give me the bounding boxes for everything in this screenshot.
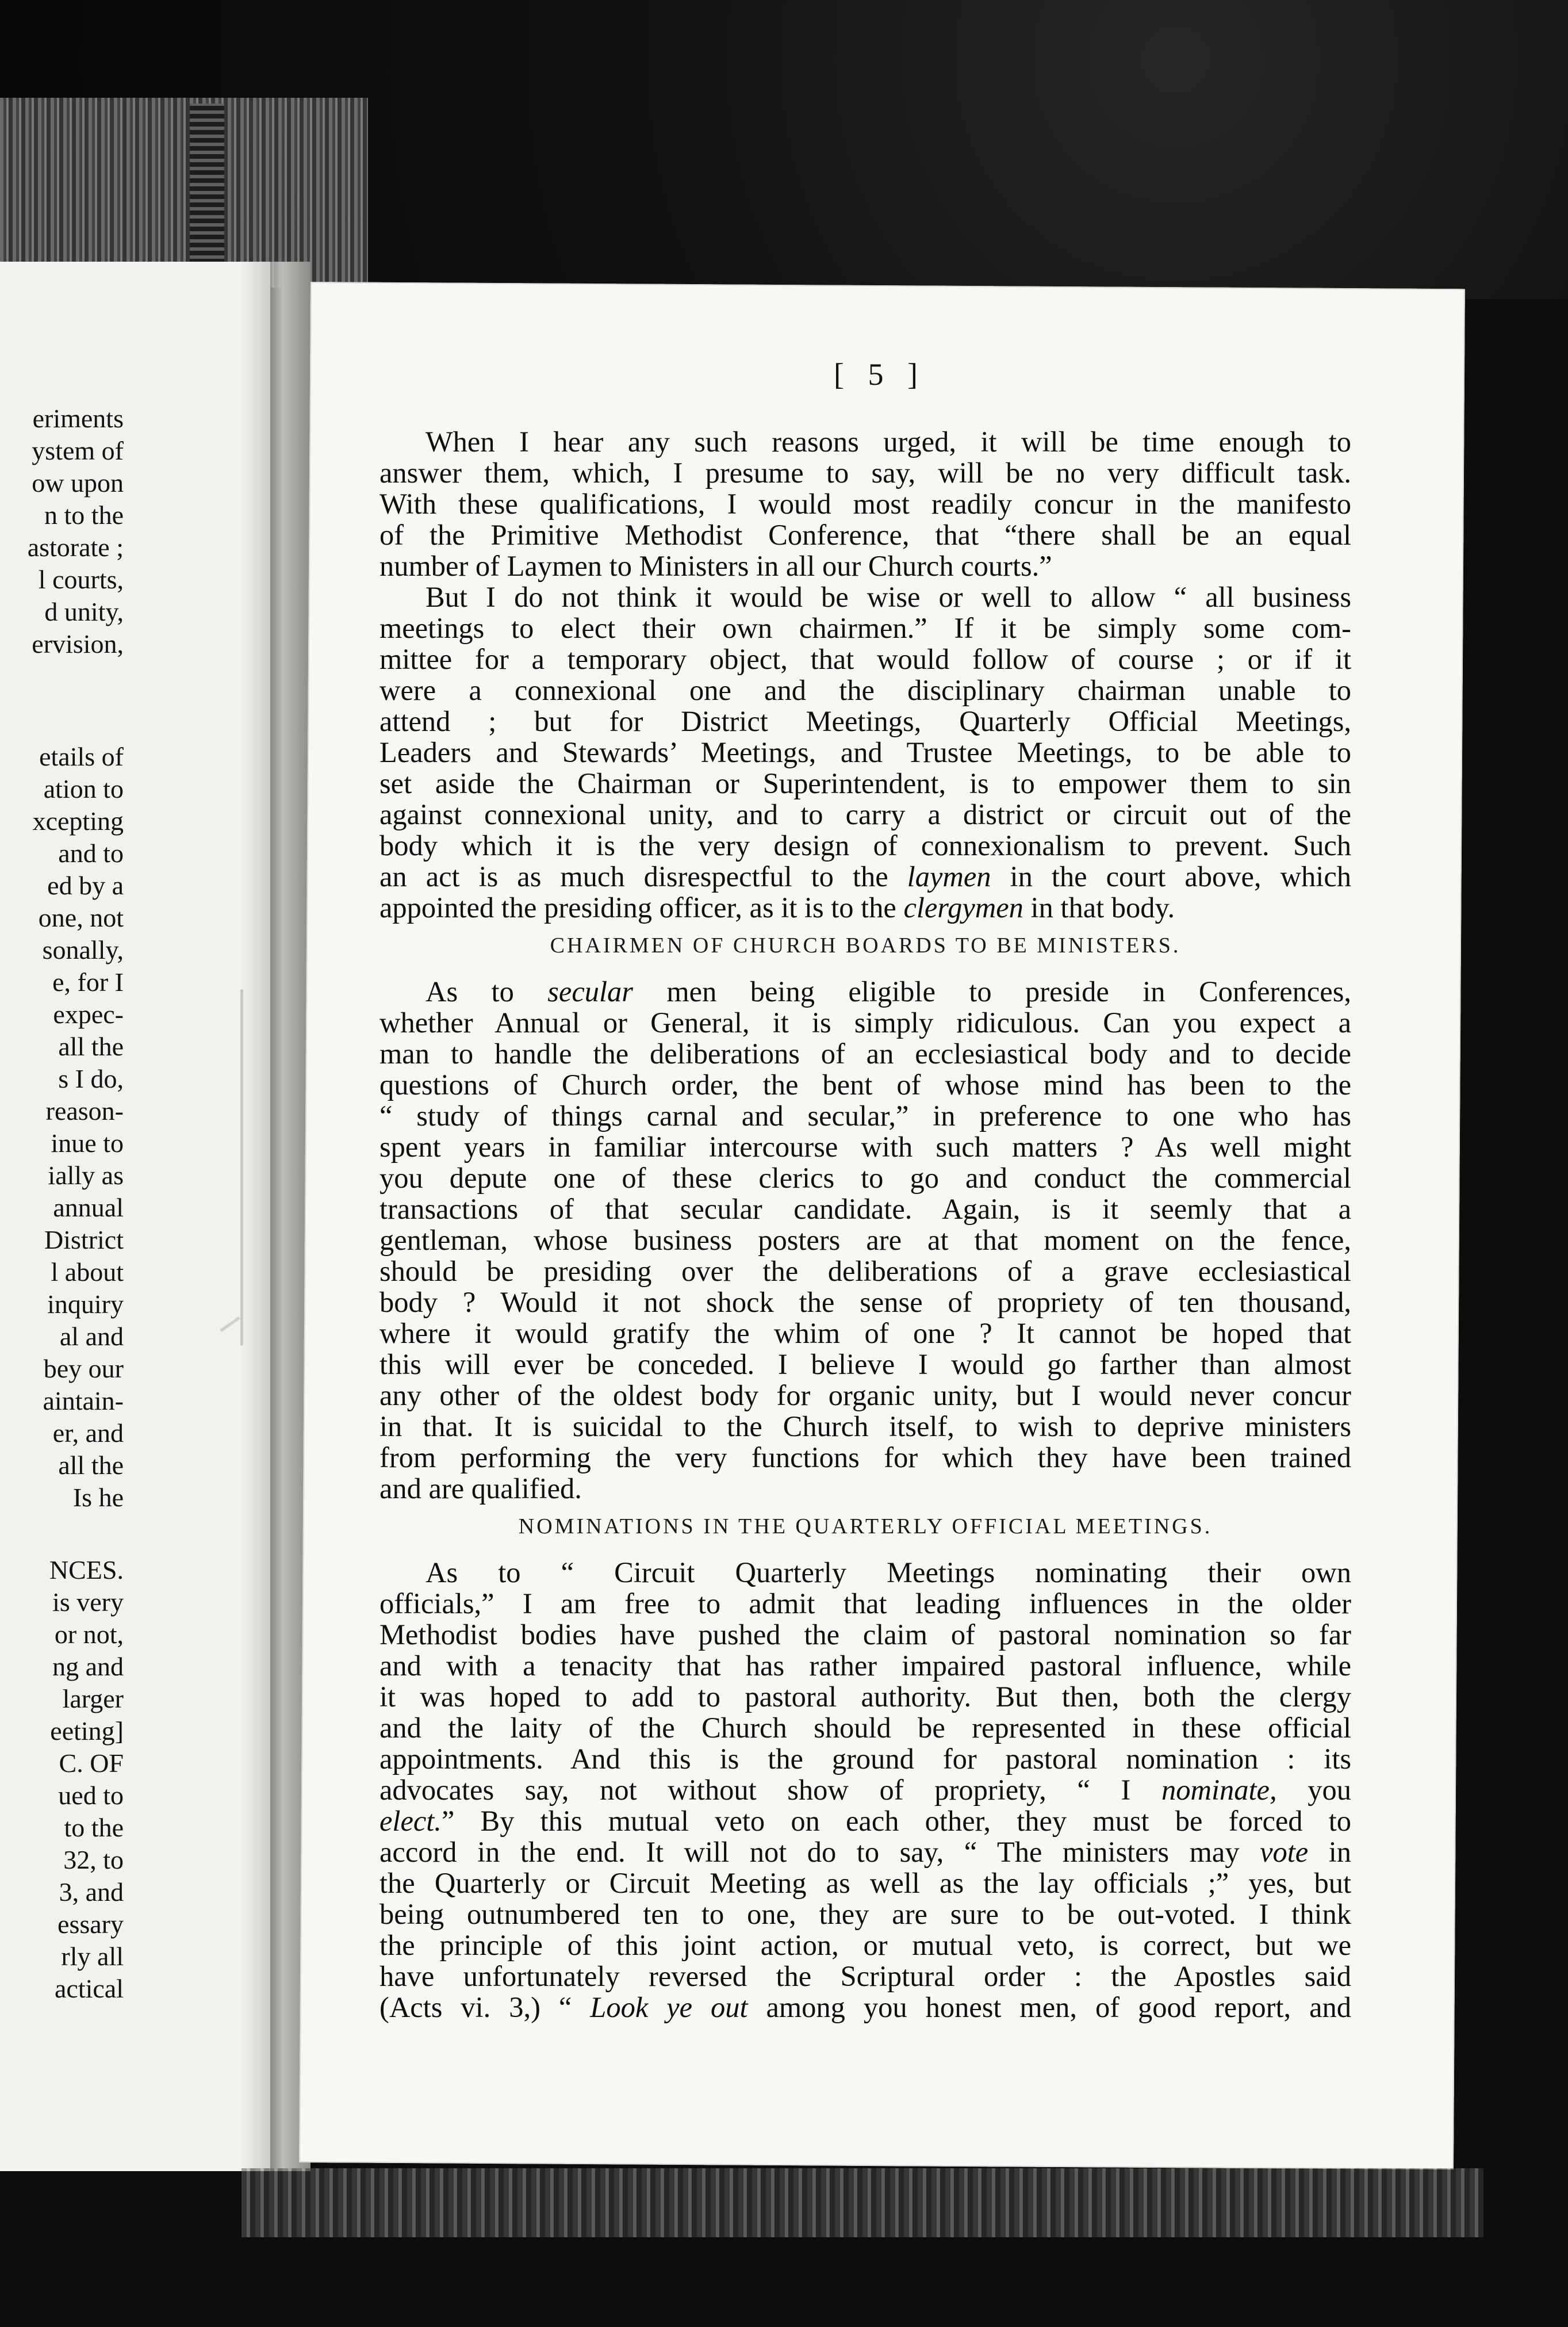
text-line: number of Laymen to Ministers in all our Church courts.” <box>379 550 1052 582</box>
left-page-line: astorate ; <box>27 533 124 562</box>
left-page-line: ervision, <box>32 629 124 659</box>
text-line: officials,” I am free to admit that leading influences in the older <box>379 1587 1351 1620</box>
text-line <box>379 891 1351 924</box>
left-page-line: ed by a <box>47 871 124 900</box>
left-page-line: one, not <box>38 903 124 932</box>
text-line: it was hoped to add to pastoral authority. But then, both the clergy <box>379 1681 1351 1713</box>
left-page-line: er, and <box>52 1418 124 1448</box>
text-line: When I hear any such reasons urged, it will be time enough to <box>425 426 1351 458</box>
text-line <box>379 1836 1351 1868</box>
text-line <box>379 1805 1351 1837</box>
left-page-line: l about <box>51 1257 124 1287</box>
left-page-line: Is he <box>72 1483 124 1512</box>
text-run: accord in the end. It will not do to say, “ The ministers may <box>379 1836 1260 1868</box>
text-line: But I do not think it would be wise or well to allow “ all business <box>425 581 1351 613</box>
left-page-line: eriments <box>32 404 124 433</box>
text-line: Methodist bodies have pushed the claim of pastoral nomination so far <box>379 1618 1351 1651</box>
left-page-line: ow upon <box>32 468 124 497</box>
text-line: As to “ Circuit Quarterly Meetings nominating their own <box>425 1556 1351 1589</box>
left-page-line: sonally, <box>42 935 124 965</box>
text-run: men being eligible to preside in Conferences, <box>632 975 1351 1008</box>
left-page-line: essary <box>57 1909 124 1939</box>
text-line <box>379 975 1351 1008</box>
left-page-line: annual <box>53 1193 124 1222</box>
left-page-line: 3, and <box>59 1877 124 1907</box>
text-run: As to <box>425 975 548 1008</box>
text-run: in <box>1308 1836 1352 1868</box>
text-line: “ study of things carnal and secular,” in preference to one who has <box>379 1100 1351 1132</box>
left-page-line: eeting] <box>50 1716 124 1746</box>
text-line: from performing the very functions for which they have been trained <box>379 1441 1351 1473</box>
left-page-line: ued to <box>58 1781 124 1810</box>
left-page-line: C. OF <box>59 1748 124 1778</box>
left-page-line: District <box>44 1225 124 1254</box>
text-run: in the court above, which <box>991 860 1351 893</box>
page-bottom-edge <box>241 2168 1483 2237</box>
left-page-line: or not, <box>54 1620 124 1649</box>
text-line: being outnumbered ten to one, they are sure to be out-voted. I think <box>379 1898 1351 1930</box>
left-page-line: expec- <box>53 1000 124 1029</box>
left-page-line: ystem of <box>32 436 124 465</box>
text-line: mittee for a temporary object, that would follow of course ; or if it <box>379 643 1351 675</box>
text-run: advocates say, not without show of propriety, “ I <box>379 1774 1161 1806</box>
italic-phrase: vote <box>1260 1836 1309 1868</box>
text-run: an act is as much disrespectful to the <box>379 860 907 893</box>
text-line: and the laity of the Church should be represented in these official <box>379 1712 1351 1744</box>
italic-phrase: clergymen <box>903 891 1023 924</box>
text-line: and are qualified. <box>379 1472 582 1505</box>
text-line: and with a tenacity that has rather impaired pastoral influence, while <box>379 1649 1351 1682</box>
italic-phrase: elect. <box>379 1805 442 1837</box>
text-line <box>379 860 1351 893</box>
italic-phrase: laymen <box>907 860 991 893</box>
left-page-line: inquiry <box>47 1289 124 1319</box>
left-page-line: inue to <box>51 1128 124 1158</box>
text-line: should be presiding over the deliberations of a grave ecclesiastical <box>379 1255 1351 1287</box>
left-page-line: larger <box>62 1684 124 1713</box>
left-page-line: bey our <box>43 1354 124 1383</box>
text-line: questions of Church order, the bent of whose mind has been to the <box>379 1069 1351 1101</box>
text-line: body which it is the very design of connexionalism to prevent. Such <box>379 829 1351 862</box>
text-run: in that body. <box>1023 891 1175 924</box>
text-line <box>379 1991 1351 2023</box>
text-line: any other of the oldest body for organic unity, but I would never concur <box>379 1379 1351 1411</box>
left-page-line: 32, to <box>63 1845 124 1874</box>
text-line <box>379 1774 1351 1806</box>
text-line: you depute one of these clerics to go and conduct the commercial <box>379 1162 1351 1194</box>
text-line: have unfortunately reversed the Scriptural order : the Apostles said <box>379 1960 1351 1992</box>
text-line: against connexional unity, and to carry a district or circuit out of the <box>379 798 1351 830</box>
left-page-line: l courts, <box>38 565 124 594</box>
text-line: in that. It is suicidal to the Church itself, to wish to deprive ministers <box>379 1410 1351 1442</box>
text-run: ” By this mutual veto on each other, they must be forced to <box>441 1805 1351 1837</box>
text-run: appointed the presiding officer, as it is to the <box>379 891 904 924</box>
left-page-line: reason- <box>45 1096 124 1126</box>
text-line: attend ; but for District Meetings, Quarterly Official Meetings, <box>379 705 1351 737</box>
left-page-line: actical <box>54 1974 124 2003</box>
text-run: you <box>1276 1774 1351 1806</box>
left-page-line: al and <box>59 1322 124 1351</box>
text-line: of the Primitive Methodist Conference, that “there shall be an equal <box>379 519 1351 551</box>
left-page <box>0 262 270 2171</box>
section-heading: CHAIRMEN OF CHURCH BOARDS TO BE MINISTERS. <box>550 933 1181 958</box>
text-line: set aside the Chairman or Superintendent, is to empower them to sin <box>379 767 1351 799</box>
text-line: the principle of this joint action, or mutual veto, is correct, but we <box>379 1929 1351 1961</box>
left-page-line: n to the <box>44 500 124 530</box>
left-page-line: is very <box>52 1587 124 1617</box>
binding-stitch <box>190 104 224 288</box>
left-page-line: NCES. <box>49 1555 124 1584</box>
left-page-line: ng and <box>52 1652 124 1681</box>
text-line: gentleman, whose business posters are at that moment on the fence, <box>379 1224 1351 1256</box>
italic-phrase: Look ye out <box>590 1991 748 2023</box>
left-page-line: ation to <box>43 774 124 803</box>
left-page-line: all the <box>58 1450 124 1480</box>
left-page-line: xcepting <box>32 806 124 836</box>
text-line: the Quarterly or Circuit Meeting as well as the lay officials ;” yes, but <box>379 1867 1351 1899</box>
left-page-line: d unity, <box>44 597 124 626</box>
left-page-line: aintain- <box>43 1386 124 1415</box>
text-line: body ? Would it not shock the sense of propriety of ten thousand, <box>379 1286 1351 1318</box>
text-line: transactions of that secular candidate. Again, is it seemly that a <box>379 1193 1351 1225</box>
text-line: whether Annual or General, it is simply ridiculous. Can you expect a <box>379 1006 1351 1039</box>
left-page-line: e, for I <box>52 967 124 997</box>
left-page-line: etails of <box>39 742 124 771</box>
text-line: Leaders and Stewards’ Meetings, and Trustee Meetings, to be able to <box>379 736 1351 768</box>
italic-phrase: nominate, <box>1161 1774 1277 1806</box>
left-page-line: to the <box>64 1813 124 1842</box>
left-page-line: rly all <box>61 1942 124 1971</box>
book-binding <box>0 98 368 288</box>
text-line: were a connexional one and the disciplinary chairman unable to <box>379 674 1351 706</box>
left-page-line: and to <box>58 839 124 868</box>
text-line: appointments. And this is the ground for pastoral nomination : its <box>379 1743 1351 1775</box>
text-line: answer them, which, I presume to say, will be no very difficult task. <box>379 457 1351 489</box>
pencil-mark <box>240 989 243 1346</box>
text-line: man to handle the deliberations of an ecclesiastical body and to decide <box>379 1038 1351 1070</box>
text-line: meetings to elect their own chairmen.” If it be simply some com- <box>379 612 1351 644</box>
section-heading: NOMINATIONS IN THE QUARTERLY OFFICIAL MEETINGS. <box>518 1514 1213 1538</box>
text-line: this will ever be conceded. I believe I would go farther than almost <box>379 1348 1351 1380</box>
text-line: where it would gratify the whim of one ? It cannot be hoped that <box>379 1317 1351 1349</box>
text-run: (Acts vi. 3,) “ <box>379 1991 591 2023</box>
text-line: With these qualifications, I would most readily concur in the manifesto <box>379 488 1351 520</box>
left-page-line: s I do, <box>58 1064 124 1093</box>
left-page-line: ially as <box>48 1161 124 1190</box>
left-page-line: all the <box>58 1032 124 1061</box>
page-number: [ 5 ] <box>834 357 926 392</box>
text-run: among you honest men, of good report, and <box>747 1991 1352 2023</box>
text-line: spent years in familiar intercourse with such matters ? As well might <box>379 1131 1351 1163</box>
italic-phrase: secular <box>547 975 633 1008</box>
